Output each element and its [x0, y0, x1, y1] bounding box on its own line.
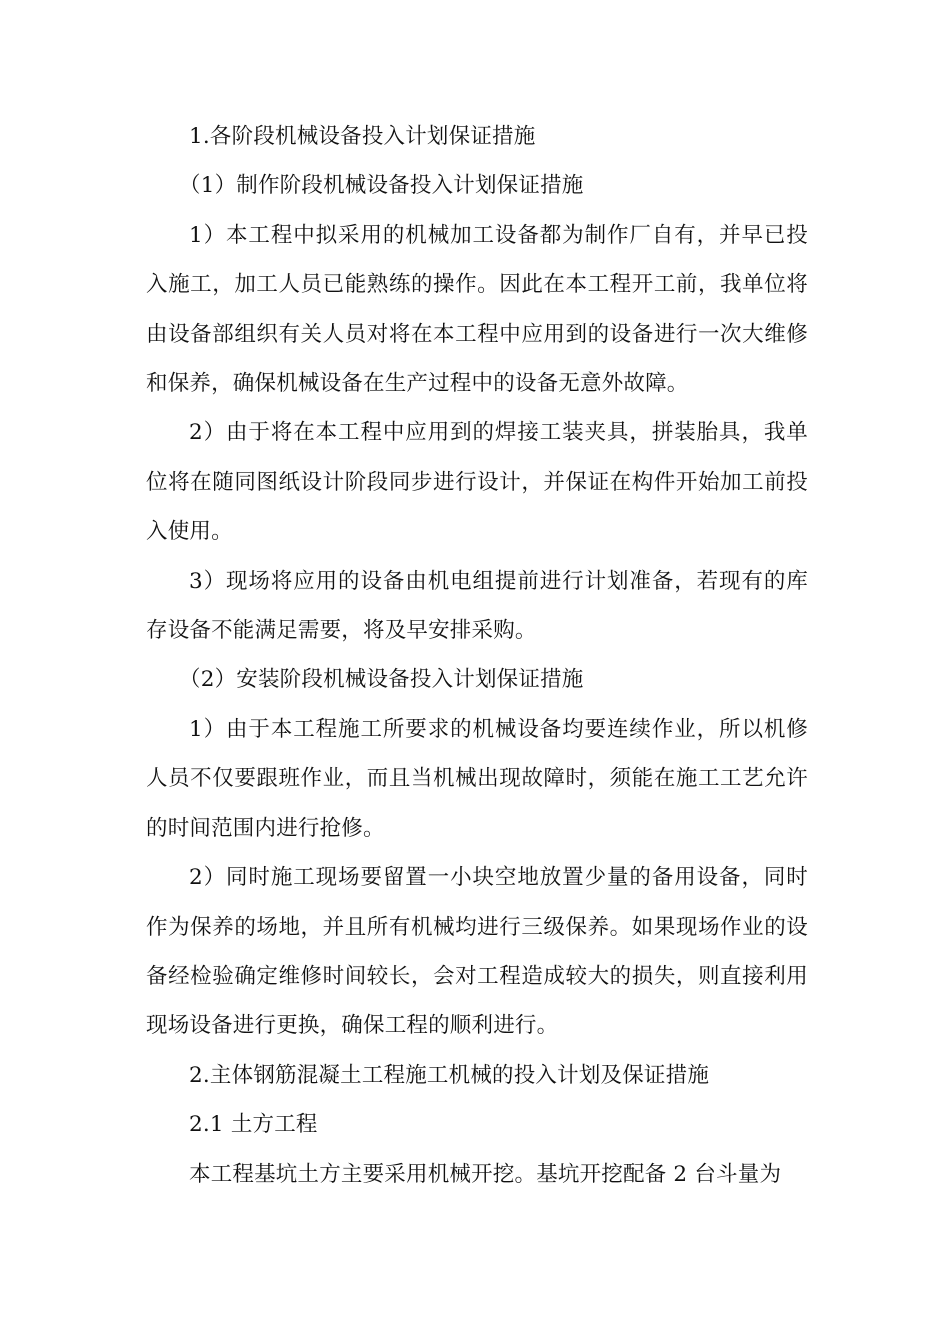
paragraph-2-1: 1）由于本工程施工所要求的机械设备均要连续作业，所以机修人员不仅要跟班作业，而且当机械出现故障时，须能在施工工艺允许的时间范围内进行抢修。 — [146, 716, 808, 841]
subsection-heading-2: （2）安装阶段机械设备投入计划保证措施 — [179, 667, 584, 693]
paragraph-3-1: 本工程基坑土方主要采用机械开挖。基坑开挖配备 2 台斗量为 — [189, 1161, 782, 1187]
subsection-heading-1: （1）制作阶段机械设备投入计划保证措施 — [179, 173, 584, 199]
section-heading-2: 2.主体钢筋混凝土工程施工机械的投入计划及保证措施 — [189, 1062, 710, 1088]
section-heading-1: 1.各阶段机械设备投入计划保证措施 — [189, 124, 536, 149]
paragraph-1-3: 3）现场将应用的设备由机电组提前进行计划准备，若现有的库存设备不能满足需要，将及早安排采购。 — [146, 568, 808, 644]
subsection-heading-2-1: 2.1 土方工程 — [189, 1112, 318, 1138]
paragraph-1-1: 1）本工程中拟采用的机械加工设备都为制作厂自有，并早已投入施工，加工人员已能熟练的操作。因此在本工程开工前，我单位将由设备部组织有关人员对将在本工程中应用到的设备进行一次大维修和保养，确保机械设备在生产过程中的设备无意外故障。 — [146, 222, 808, 397]
document-page — [146, 112, 808, 1199]
paragraph-1-2: 2）由于将在本工程中应用到的焊接工装夹具，拼装胎具，我单位将在随同图纸设计阶段同步进行设计，并保证在构件开始加工前投入使用。 — [146, 420, 808, 545]
paragraph-2-2: 2）同时施工现场要留置一小块空地放置少量的备用设备，同时作为保养的场地，并且所有机械均进行三级保养。如果现场作业的设备经检验确定维修时间较长，会对工程造成较大的损失，则直接利用现场设备进行更换，确保工程的顺利进行。 — [146, 865, 808, 1039]
